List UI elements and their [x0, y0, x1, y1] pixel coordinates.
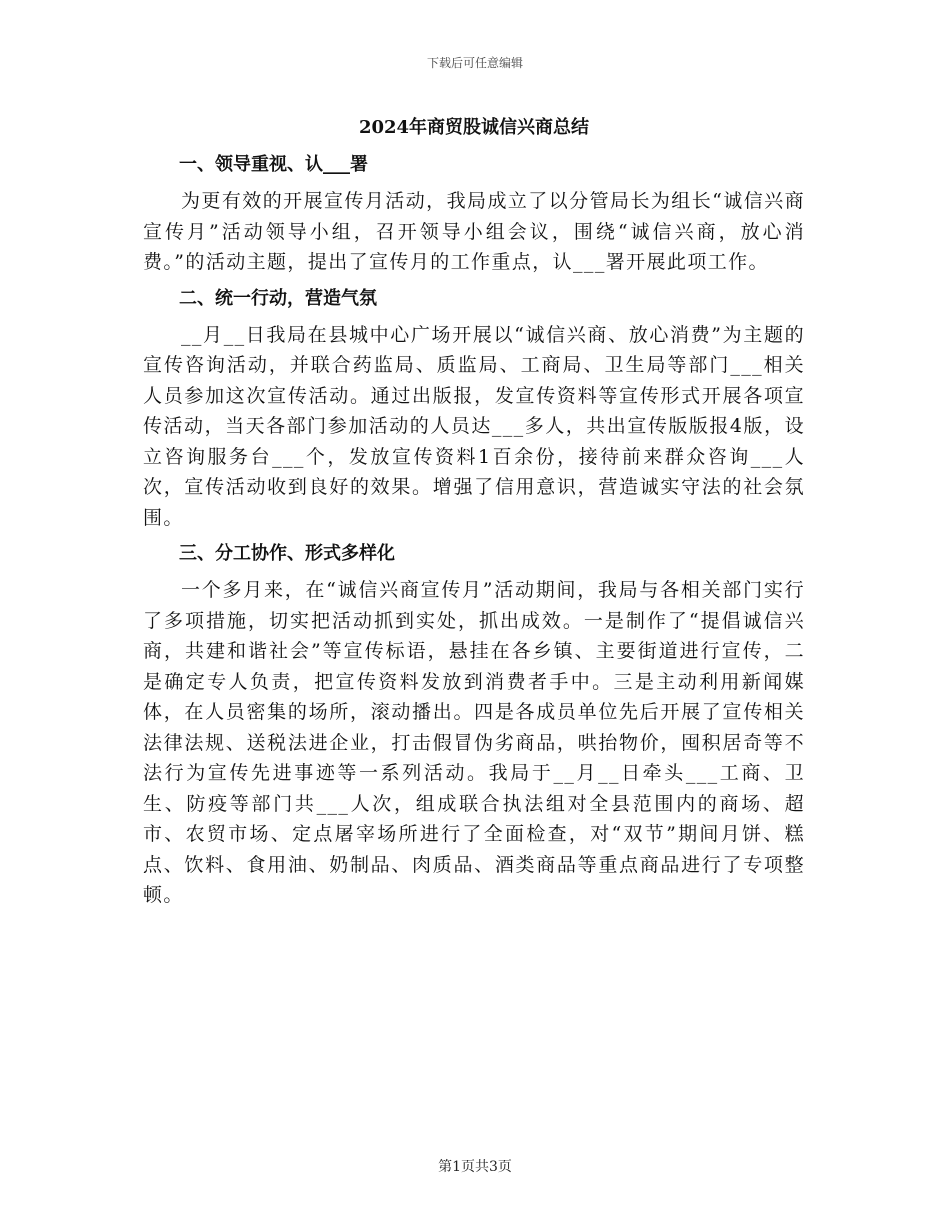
section-heading-1: 一、领导重视、认___署 [179, 154, 368, 175]
section-heading-2: 二、统一行动，营造气氛 [179, 287, 377, 309]
document-body [143, 114, 805, 917]
header-note: 下载后可任意编辑 [426, 56, 523, 70]
document-title: 2024年商贸股诚信兴商总结 [358, 117, 590, 138]
section-paragraph-3: 一个多月来，在“诚信兴商宣传月”活动期间，我局与各相关部门实行了多项措施，切实把活动抓到实处，抓出成效。一是制作了“提倡诚信兴商，共建和谐社会”等宣传标语，悬挂在各乡镇、主要街道进行宣传，二是确定专人负责，把宣传资料发放到消费者手中。三是主动利用新闻媒体，在人员密集的场所，滚动播出。四是各成员单位先后开展了宣传相关法律法规、送税法进企业，打击假冒伪劣商品，哄抬物价，囤积居奇等不法行为宣传先进事迹等一系列活动。我局于__月__日牵头___工商、卫生、防疫等部门共___人次，组成联合执法组对全县范围内的商场、超市、农贸市场、定点屠宰场所进行了全面检查，对“双节”期间月饼、糕点、饮料、食用油、奶制品、肉质品、酒类商品等重点商品进行了专项整顿。 [143, 579, 805, 906]
section-paragraph-2: __月__日我局在县城中心广场开展以“诚信兴商、放心消费”为主题的宣传咨询活动，并联合药监局、质监局、工商局、卫生局等部门___相关人员参加这次宣传活动。通过出版报，发宣传资料等宣传形式开展各项宣传活动，当天各部门参加活动的人员达___多人，共出宣传版版报4版，设立咨询服务台___个，发放宣传资料1百余份，接待前来群众咨询___人次，宣传活动收到良好的效果。增强了信用意识，营造诚实守法的社会氛围。 [143, 323, 805, 529]
section-paragraph-1: 为更有效的开展宣传月活动，我局成立了以分管局长为组长“诚信兴商宣传月”活动领导小组，召开领导小组会议，围绕“诚信兴商，放心消费。”的活动主题，提出了宣传月的工作重点，认___署开展此项工作。 [143, 190, 805, 273]
section-heading-3: 三、分工协作、形式多样化 [179, 543, 395, 564]
page-number: 第1页共3页 [438, 1159, 512, 1175]
